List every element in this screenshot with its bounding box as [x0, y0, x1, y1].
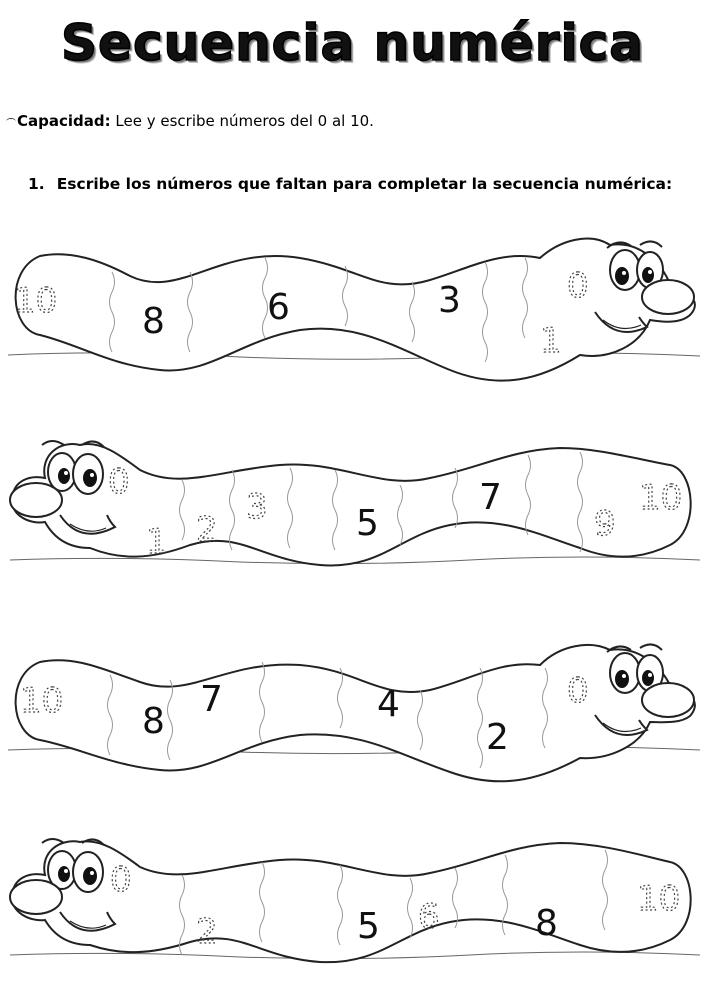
worm-3-number-8: 8: [142, 701, 165, 742]
worm-1-dotted-1: 1: [540, 321, 562, 361]
worm-4-dotted-0: 0: [110, 860, 132, 900]
worm-1-dotted-0: 0: [567, 266, 589, 306]
worm-4-number-5: 5: [357, 906, 380, 947]
instruction-number: 1.: [28, 175, 45, 193]
worm-2-dotted-0: 0: [108, 462, 130, 502]
worm-2-dotted-1: 1: [146, 522, 168, 562]
worm-4-dotted-10: 10: [637, 879, 681, 919]
worm-4-number-8: 8: [535, 903, 558, 944]
instruction-text: Escribe los números que faltan para completar la secuencia numérica:: [56, 175, 673, 193]
worm-3-number-2: 2: [486, 717, 509, 758]
worm-1-number-8: 8: [142, 301, 165, 342]
capacity-label: Capacidad:: [17, 112, 111, 130]
worm-3-body: [16, 645, 695, 781]
worm-2-dotted-3: 3: [246, 487, 268, 527]
worm-4-dotted-6: 6: [418, 897, 440, 937]
worm-2-dotted-10: 10: [639, 478, 683, 518]
worm-2-dotted-2: 2: [196, 510, 218, 550]
page-title: Secuencia numérica: [61, 14, 644, 72]
worm-4: [10, 839, 700, 962]
worm-3-dotted-0: 0: [567, 671, 589, 711]
worm-4-dotted-2: 2: [196, 912, 218, 952]
worm-3-dotted-10: 10: [20, 681, 64, 721]
worm-1-number-6: 6: [267, 287, 290, 328]
worm-1: [8, 239, 700, 381]
capacity-text: Lee y escribe números del 0 al 10.: [115, 112, 374, 130]
worm-3-number-7: 7: [200, 679, 223, 720]
worm-3-number-4: 4: [377, 684, 400, 725]
worm-2-number-7: 7: [479, 477, 502, 518]
worm-1-number-3: 3: [438, 280, 461, 321]
worm-2-dotted-9: 9: [594, 504, 616, 544]
worm-2-number-5: 5: [356, 503, 379, 544]
worm-1-dotted-10: 10: [14, 281, 58, 321]
worm-3: [8, 644, 700, 781]
